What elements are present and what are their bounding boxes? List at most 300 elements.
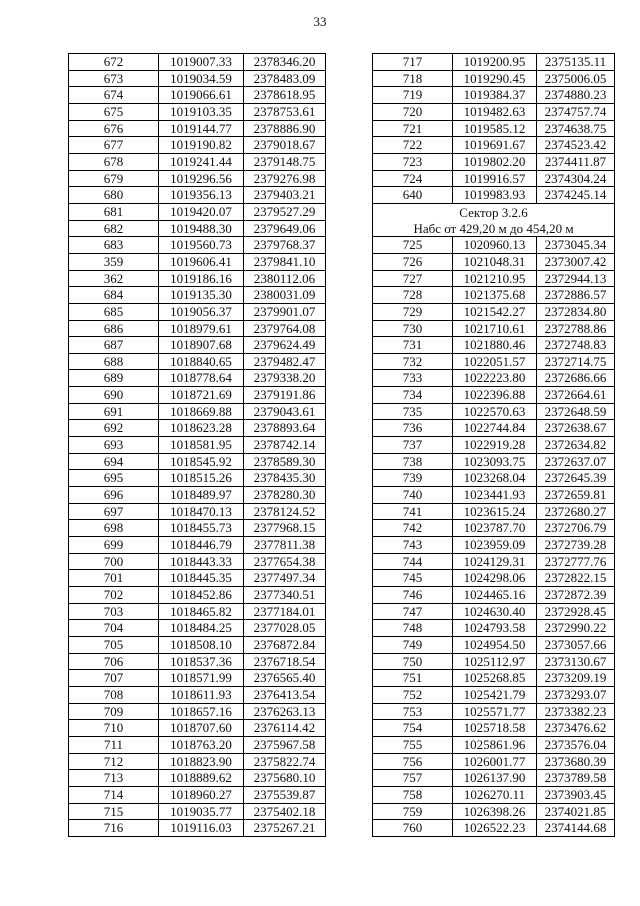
x-coordinate-cell: 1018465.82 — [159, 604, 244, 621]
point-number-cell: 713 — [69, 770, 159, 787]
y-coordinate-cell: 2375267.21 — [244, 820, 326, 837]
point-number-cell: 359 — [69, 254, 159, 271]
y-coordinate-cell: 2372648.59 — [537, 404, 615, 421]
x-coordinate-cell: 1018455.73 — [159, 520, 244, 537]
x-coordinate-cell: 1019384.37 — [453, 87, 537, 104]
y-coordinate-cell: 2379649.06 — [244, 221, 326, 238]
x-coordinate-cell: 1018657.16 — [159, 704, 244, 721]
point-number-cell: 716 — [69, 820, 159, 837]
point-number-cell: 706 — [69, 654, 159, 671]
y-coordinate-cell: 2372645.39 — [537, 470, 615, 487]
table-row — [373, 87, 615, 104]
y-coordinate-cell: 2373789.58 — [537, 770, 615, 787]
point-number-cell: 726 — [373, 254, 453, 271]
point-number-cell: 754 — [373, 720, 453, 737]
x-coordinate-cell: 1019034.59 — [159, 71, 244, 88]
y-coordinate-cell: 2372686.66 — [537, 370, 615, 387]
y-coordinate-cell: 2372739.28 — [537, 537, 615, 554]
point-number-cell: 727 — [373, 271, 453, 288]
point-number-cell: 725 — [373, 237, 453, 254]
point-number-cell: 687 — [69, 337, 159, 354]
y-coordinate-cell: 2376114.42 — [244, 720, 326, 737]
x-coordinate-cell: 1025421.79 — [453, 687, 537, 704]
y-coordinate-cell: 2373057.66 — [537, 637, 615, 654]
point-number-cell: 755 — [373, 737, 453, 754]
y-coordinate-cell: 2379841.10 — [244, 254, 326, 271]
coordinates-table-left — [68, 53, 326, 837]
table-row — [373, 587, 615, 604]
point-number-cell: 733 — [373, 370, 453, 387]
x-coordinate-cell: 1024630.40 — [453, 604, 537, 621]
table-row — [373, 770, 615, 787]
y-coordinate-cell: 2374757.74 — [537, 104, 615, 121]
x-coordinate-cell: 1026522.23 — [453, 820, 537, 837]
point-number-cell: 700 — [69, 554, 159, 571]
y-coordinate-cell: 2372944.13 — [537, 271, 615, 288]
y-coordinate-cell: 2376565.40 — [244, 670, 326, 687]
table-row — [373, 487, 615, 504]
x-coordinate-cell: 1018489.97 — [159, 487, 244, 504]
point-number-cell: 749 — [373, 637, 453, 654]
x-coordinate-cell: 1019144.77 — [159, 121, 244, 138]
table-row — [69, 787, 326, 804]
point-number-cell: 688 — [69, 354, 159, 371]
x-coordinate-cell: 1019606.41 — [159, 254, 244, 271]
point-number-cell: 709 — [69, 704, 159, 721]
y-coordinate-cell: 2374021.85 — [537, 804, 615, 821]
table-row — [373, 171, 615, 188]
y-coordinate-cell: 2377811.38 — [244, 537, 326, 554]
point-number-cell: 738 — [373, 454, 453, 471]
y-coordinate-cell: 2374880.23 — [537, 87, 615, 104]
table-row — [373, 254, 615, 271]
table-row — [373, 387, 615, 404]
point-number-cell: 760 — [373, 820, 453, 837]
table-row — [69, 754, 326, 771]
x-coordinate-cell: 1018443.33 — [159, 554, 244, 571]
y-coordinate-cell: 2378589.30 — [244, 454, 326, 471]
point-number-cell: 698 — [69, 520, 159, 537]
y-coordinate-cell: 2379148.75 — [244, 154, 326, 171]
x-coordinate-cell: 1020960.13 — [453, 237, 537, 254]
y-coordinate-cell: 2372714.75 — [537, 354, 615, 371]
y-coordinate-cell: 2374304.24 — [537, 171, 615, 188]
table-row — [69, 570, 326, 587]
x-coordinate-cell: 1018611.93 — [159, 687, 244, 704]
x-coordinate-cell: 1019135.30 — [159, 287, 244, 304]
x-coordinate-cell: 1018840.65 — [159, 354, 244, 371]
y-coordinate-cell: 2378886.90 — [244, 121, 326, 138]
point-number-cell: 732 — [373, 354, 453, 371]
y-coordinate-cell: 2377028.05 — [244, 620, 326, 637]
point-number-cell: 682 — [69, 221, 159, 238]
x-coordinate-cell: 1022570.63 — [453, 404, 537, 421]
point-number-cell: 752 — [373, 687, 453, 704]
y-coordinate-cell: 2373476.62 — [537, 720, 615, 737]
y-coordinate-cell: 2378618.95 — [244, 87, 326, 104]
table-row — [69, 254, 326, 271]
y-coordinate-cell: 2372638.67 — [537, 420, 615, 437]
y-coordinate-cell: 2378435.30 — [244, 470, 326, 487]
y-coordinate-cell: 2379191.86 — [244, 387, 326, 404]
table-row — [69, 387, 326, 404]
x-coordinate-cell: 1018484.25 — [159, 620, 244, 637]
point-number-cell: 712 — [69, 754, 159, 771]
table-row — [69, 620, 326, 637]
table-row — [69, 87, 326, 104]
x-coordinate-cell: 1019802.20 — [453, 154, 537, 171]
point-number-cell: 737 — [373, 437, 453, 454]
point-number-cell: 690 — [69, 387, 159, 404]
x-coordinate-cell: 1019691.67 — [453, 137, 537, 154]
y-coordinate-cell: 2374411.87 — [537, 154, 615, 171]
y-coordinate-cell: 2378483.09 — [244, 71, 326, 88]
y-coordinate-cell: 2379276.98 — [244, 171, 326, 188]
table-row — [373, 687, 615, 704]
table-row — [69, 370, 326, 387]
y-coordinate-cell: 2372637.07 — [537, 454, 615, 471]
x-coordinate-cell: 1023615.24 — [453, 504, 537, 521]
x-coordinate-cell: 1026398.26 — [453, 804, 537, 821]
table-row — [373, 620, 615, 637]
y-coordinate-cell: 2379403.21 — [244, 187, 326, 204]
point-number-cell: 710 — [69, 720, 159, 737]
table-row — [373, 237, 615, 254]
x-coordinate-cell: 1018823.90 — [159, 754, 244, 771]
point-number-cell: 672 — [69, 54, 159, 71]
table-row — [69, 504, 326, 521]
x-coordinate-cell: 1019356.13 — [159, 187, 244, 204]
y-coordinate-cell: 2377654.38 — [244, 554, 326, 571]
y-coordinate-cell: 2372834.80 — [537, 304, 615, 321]
point-number-cell: 743 — [373, 537, 453, 554]
table-row — [373, 670, 615, 687]
point-number-cell: 730 — [373, 321, 453, 338]
point-number-cell: 722 — [373, 137, 453, 154]
table-row — [373, 437, 615, 454]
point-number-cell: 736 — [373, 420, 453, 437]
table-row — [373, 420, 615, 437]
table-row — [373, 820, 615, 837]
x-coordinate-cell: 1022396.88 — [453, 387, 537, 404]
x-coordinate-cell: 1023268.04 — [453, 470, 537, 487]
table-row — [69, 487, 326, 504]
y-coordinate-cell: 2375539.87 — [244, 787, 326, 804]
table-row — [373, 137, 615, 154]
table-row — [69, 654, 326, 671]
table-body — [373, 237, 615, 837]
x-coordinate-cell: 1021880.46 — [453, 337, 537, 354]
point-number-cell: 705 — [69, 637, 159, 654]
x-coordinate-cell: 1019296.56 — [159, 171, 244, 188]
x-coordinate-cell: 1021048.31 — [453, 254, 537, 271]
x-coordinate-cell: 1019190.82 — [159, 137, 244, 154]
table-row — [373, 654, 615, 671]
y-coordinate-cell: 2372748.83 — [537, 337, 615, 354]
y-coordinate-cell: 2375822.74 — [244, 754, 326, 771]
table-row — [69, 770, 326, 787]
x-coordinate-cell: 1018778.64 — [159, 370, 244, 387]
table-row — [373, 71, 615, 88]
x-coordinate-cell: 1019585.12 — [453, 121, 537, 138]
x-coordinate-cell: 1018452.86 — [159, 587, 244, 604]
y-coordinate-cell: 2378893.64 — [244, 420, 326, 437]
x-coordinate-cell: 1025718.58 — [453, 720, 537, 737]
point-number-cell: 751 — [373, 670, 453, 687]
point-number-cell: 724 — [373, 171, 453, 188]
point-number-cell: 685 — [69, 304, 159, 321]
page-number: 33 — [313, 14, 327, 29]
x-coordinate-cell: 1025268.85 — [453, 670, 537, 687]
point-number-cell: 748 — [373, 620, 453, 637]
point-number-cell: 681 — [69, 204, 159, 221]
x-coordinate-cell: 1023441.93 — [453, 487, 537, 504]
point-number-cell: 677 — [69, 137, 159, 154]
y-coordinate-cell: 2379624.49 — [244, 337, 326, 354]
point-number-cell: 744 — [373, 554, 453, 571]
x-coordinate-cell: 1018581.95 — [159, 437, 244, 454]
table-row — [69, 420, 326, 437]
point-number-cell: 696 — [69, 487, 159, 504]
table-row — [373, 520, 615, 537]
point-number-cell: 673 — [69, 71, 159, 88]
y-coordinate-cell: 2372664.61 — [537, 387, 615, 404]
table-row — [69, 604, 326, 621]
y-coordinate-cell: 2376872.84 — [244, 637, 326, 654]
x-coordinate-cell: 1018707.60 — [159, 720, 244, 737]
y-coordinate-cell: 2374638.75 — [537, 121, 615, 138]
point-number-cell: 692 — [69, 420, 159, 437]
point-number-cell: 704 — [69, 620, 159, 637]
table-row — [373, 604, 615, 621]
point-number-cell: 640 — [373, 187, 453, 204]
point-number-cell: 720 — [373, 104, 453, 121]
y-coordinate-cell: 2378280.30 — [244, 487, 326, 504]
point-number-cell: 707 — [69, 670, 159, 687]
point-number-cell: 699 — [69, 537, 159, 554]
x-coordinate-cell: 1025112.97 — [453, 654, 537, 671]
table-row — [69, 187, 326, 204]
coordinates-table-right — [372, 53, 615, 837]
y-coordinate-cell: 2374245.14 — [537, 187, 615, 204]
table-row — [373, 787, 615, 804]
x-coordinate-cell: 1019482.63 — [453, 104, 537, 121]
table-row — [69, 737, 326, 754]
x-coordinate-cell: 1023093.75 — [453, 454, 537, 471]
x-coordinate-cell: 1018763.20 — [159, 737, 244, 754]
y-coordinate-cell: 2380031.09 — [244, 287, 326, 304]
x-coordinate-cell: 1018515.26 — [159, 470, 244, 487]
x-coordinate-cell: 1019035.77 — [159, 804, 244, 821]
table-row — [69, 720, 326, 737]
x-coordinate-cell: 1018446.79 — [159, 537, 244, 554]
point-number-cell: 675 — [69, 104, 159, 121]
x-coordinate-cell: 1024129.31 — [453, 554, 537, 571]
sector-title: Сектор 3.2.6 — [459, 204, 528, 220]
x-coordinate-cell: 1022051.57 — [453, 354, 537, 371]
point-number-cell: 686 — [69, 321, 159, 338]
table-row — [69, 71, 326, 88]
x-coordinate-cell: 1018508.10 — [159, 637, 244, 654]
table-row — [373, 754, 615, 771]
y-coordinate-cell: 2376413.54 — [244, 687, 326, 704]
x-coordinate-cell: 1019420.07 — [159, 204, 244, 221]
x-coordinate-cell: 1026270.11 — [453, 787, 537, 804]
x-coordinate-cell: 1023959.09 — [453, 537, 537, 554]
point-number-cell: 756 — [373, 754, 453, 771]
point-number-cell: 721 — [373, 121, 453, 138]
sector-depth-range: Набс от 429,20 м до 454,20 м — [413, 220, 574, 236]
table-row — [69, 354, 326, 371]
point-number-cell: 734 — [373, 387, 453, 404]
table-row — [69, 321, 326, 338]
y-coordinate-cell: 2380112.06 — [244, 271, 326, 288]
table-row — [69, 54, 326, 71]
x-coordinate-cell: 1021210.95 — [453, 271, 537, 288]
table-row — [69, 537, 326, 554]
point-number-cell: 689 — [69, 370, 159, 387]
y-coordinate-cell: 2378742.14 — [244, 437, 326, 454]
y-coordinate-cell: 2378346.20 — [244, 54, 326, 71]
table-row — [373, 287, 615, 304]
y-coordinate-cell: 2372706.79 — [537, 520, 615, 537]
y-coordinate-cell: 2372634.82 — [537, 437, 615, 454]
x-coordinate-cell: 1019916.57 — [453, 171, 537, 188]
x-coordinate-cell: 1022744.84 — [453, 420, 537, 437]
point-number-cell: 715 — [69, 804, 159, 821]
y-coordinate-cell: 2377184.01 — [244, 604, 326, 621]
point-number-cell: 745 — [373, 570, 453, 587]
x-coordinate-cell: 1018571.99 — [159, 670, 244, 687]
x-coordinate-cell: 1019007.33 — [159, 54, 244, 71]
table-body — [69, 54, 326, 837]
x-coordinate-cell: 1018889.62 — [159, 770, 244, 787]
x-coordinate-cell: 1018669.88 — [159, 404, 244, 421]
y-coordinate-cell: 2379043.61 — [244, 404, 326, 421]
y-coordinate-cell: 2374523.42 — [537, 137, 615, 154]
x-coordinate-cell: 1018470.13 — [159, 504, 244, 521]
table-row — [69, 304, 326, 321]
y-coordinate-cell: 2372990.22 — [537, 620, 615, 637]
table-row — [373, 104, 615, 121]
x-coordinate-cell: 1018537.36 — [159, 654, 244, 671]
y-coordinate-cell: 2373903.45 — [537, 787, 615, 804]
point-number-cell: 694 — [69, 454, 159, 471]
x-coordinate-cell: 1019186.16 — [159, 271, 244, 288]
table-row — [373, 121, 615, 138]
table-row — [373, 470, 615, 487]
x-coordinate-cell: 1018545.92 — [159, 454, 244, 471]
x-coordinate-cell: 1026137.90 — [453, 770, 537, 787]
y-coordinate-cell: 2373576.04 — [537, 737, 615, 754]
table-row — [69, 171, 326, 188]
y-coordinate-cell: 2373209.19 — [537, 670, 615, 687]
point-number-cell: 719 — [373, 87, 453, 104]
table-row — [69, 704, 326, 721]
x-coordinate-cell: 1023787.70 — [453, 520, 537, 537]
table-row — [69, 104, 326, 121]
table-row — [69, 820, 326, 837]
table-row — [373, 504, 615, 521]
x-coordinate-cell: 1021375.68 — [453, 287, 537, 304]
point-number-cell: 683 — [69, 237, 159, 254]
y-coordinate-cell: 2372777.76 — [537, 554, 615, 571]
point-number-cell: 731 — [373, 337, 453, 354]
x-coordinate-cell: 1019560.73 — [159, 237, 244, 254]
table-row — [373, 537, 615, 554]
y-coordinate-cell: 2379018.67 — [244, 137, 326, 154]
table-row — [373, 354, 615, 371]
table-row — [373, 637, 615, 654]
table-row — [373, 737, 615, 754]
x-coordinate-cell: 1019056.37 — [159, 304, 244, 321]
table-row — [373, 187, 615, 204]
y-coordinate-cell: 2375967.58 — [244, 737, 326, 754]
table-row — [373, 554, 615, 571]
point-number-cell: 711 — [69, 737, 159, 754]
point-number-cell: 759 — [373, 804, 453, 821]
y-coordinate-cell: 2373293.07 — [537, 687, 615, 704]
sector-header — [373, 204, 615, 237]
table-row — [69, 637, 326, 654]
point-number-cell: 718 — [373, 71, 453, 88]
x-coordinate-cell: 1025571.77 — [453, 704, 537, 721]
x-coordinate-cell: 1018445.35 — [159, 570, 244, 587]
x-coordinate-cell: 1026001.77 — [453, 754, 537, 771]
table-row — [69, 587, 326, 604]
point-number-cell: 757 — [373, 770, 453, 787]
point-number-cell: 703 — [69, 604, 159, 621]
x-coordinate-cell: 1019066.61 — [159, 87, 244, 104]
x-coordinate-cell: 1019103.35 — [159, 104, 244, 121]
table-row — [373, 54, 615, 71]
point-number-cell: 723 — [373, 154, 453, 171]
x-coordinate-cell: 1021710.61 — [453, 321, 537, 338]
y-coordinate-cell: 2373680.39 — [537, 754, 615, 771]
table-row — [69, 687, 326, 704]
x-coordinate-cell: 1018907.68 — [159, 337, 244, 354]
table-row — [69, 154, 326, 171]
point-number-cell: 674 — [69, 87, 159, 104]
y-coordinate-cell: 2379764.08 — [244, 321, 326, 338]
table-body — [373, 54, 615, 204]
point-number-cell: 739 — [373, 470, 453, 487]
table-row — [373, 404, 615, 421]
y-coordinate-cell: 2375680.10 — [244, 770, 326, 787]
table-row — [373, 154, 615, 171]
x-coordinate-cell: 1024298.06 — [453, 570, 537, 587]
point-number-cell: 679 — [69, 171, 159, 188]
table-row — [69, 287, 326, 304]
point-number-cell: 684 — [69, 287, 159, 304]
point-number-cell: 741 — [373, 504, 453, 521]
x-coordinate-cell: 1021542.27 — [453, 304, 537, 321]
point-number-cell: 702 — [69, 587, 159, 604]
point-number-cell: 697 — [69, 504, 159, 521]
point-number-cell: 717 — [373, 54, 453, 71]
y-coordinate-cell: 2375006.05 — [537, 71, 615, 88]
x-coordinate-cell: 1018979.61 — [159, 321, 244, 338]
point-number-cell: 678 — [69, 154, 159, 171]
x-coordinate-cell: 1024793.58 — [453, 620, 537, 637]
table-row — [373, 370, 615, 387]
table-row — [69, 137, 326, 154]
y-coordinate-cell: 2372928.45 — [537, 604, 615, 621]
y-coordinate-cell: 2373045.34 — [537, 237, 615, 254]
point-number-cell: 742 — [373, 520, 453, 537]
table-row — [69, 554, 326, 571]
table-row — [69, 670, 326, 687]
